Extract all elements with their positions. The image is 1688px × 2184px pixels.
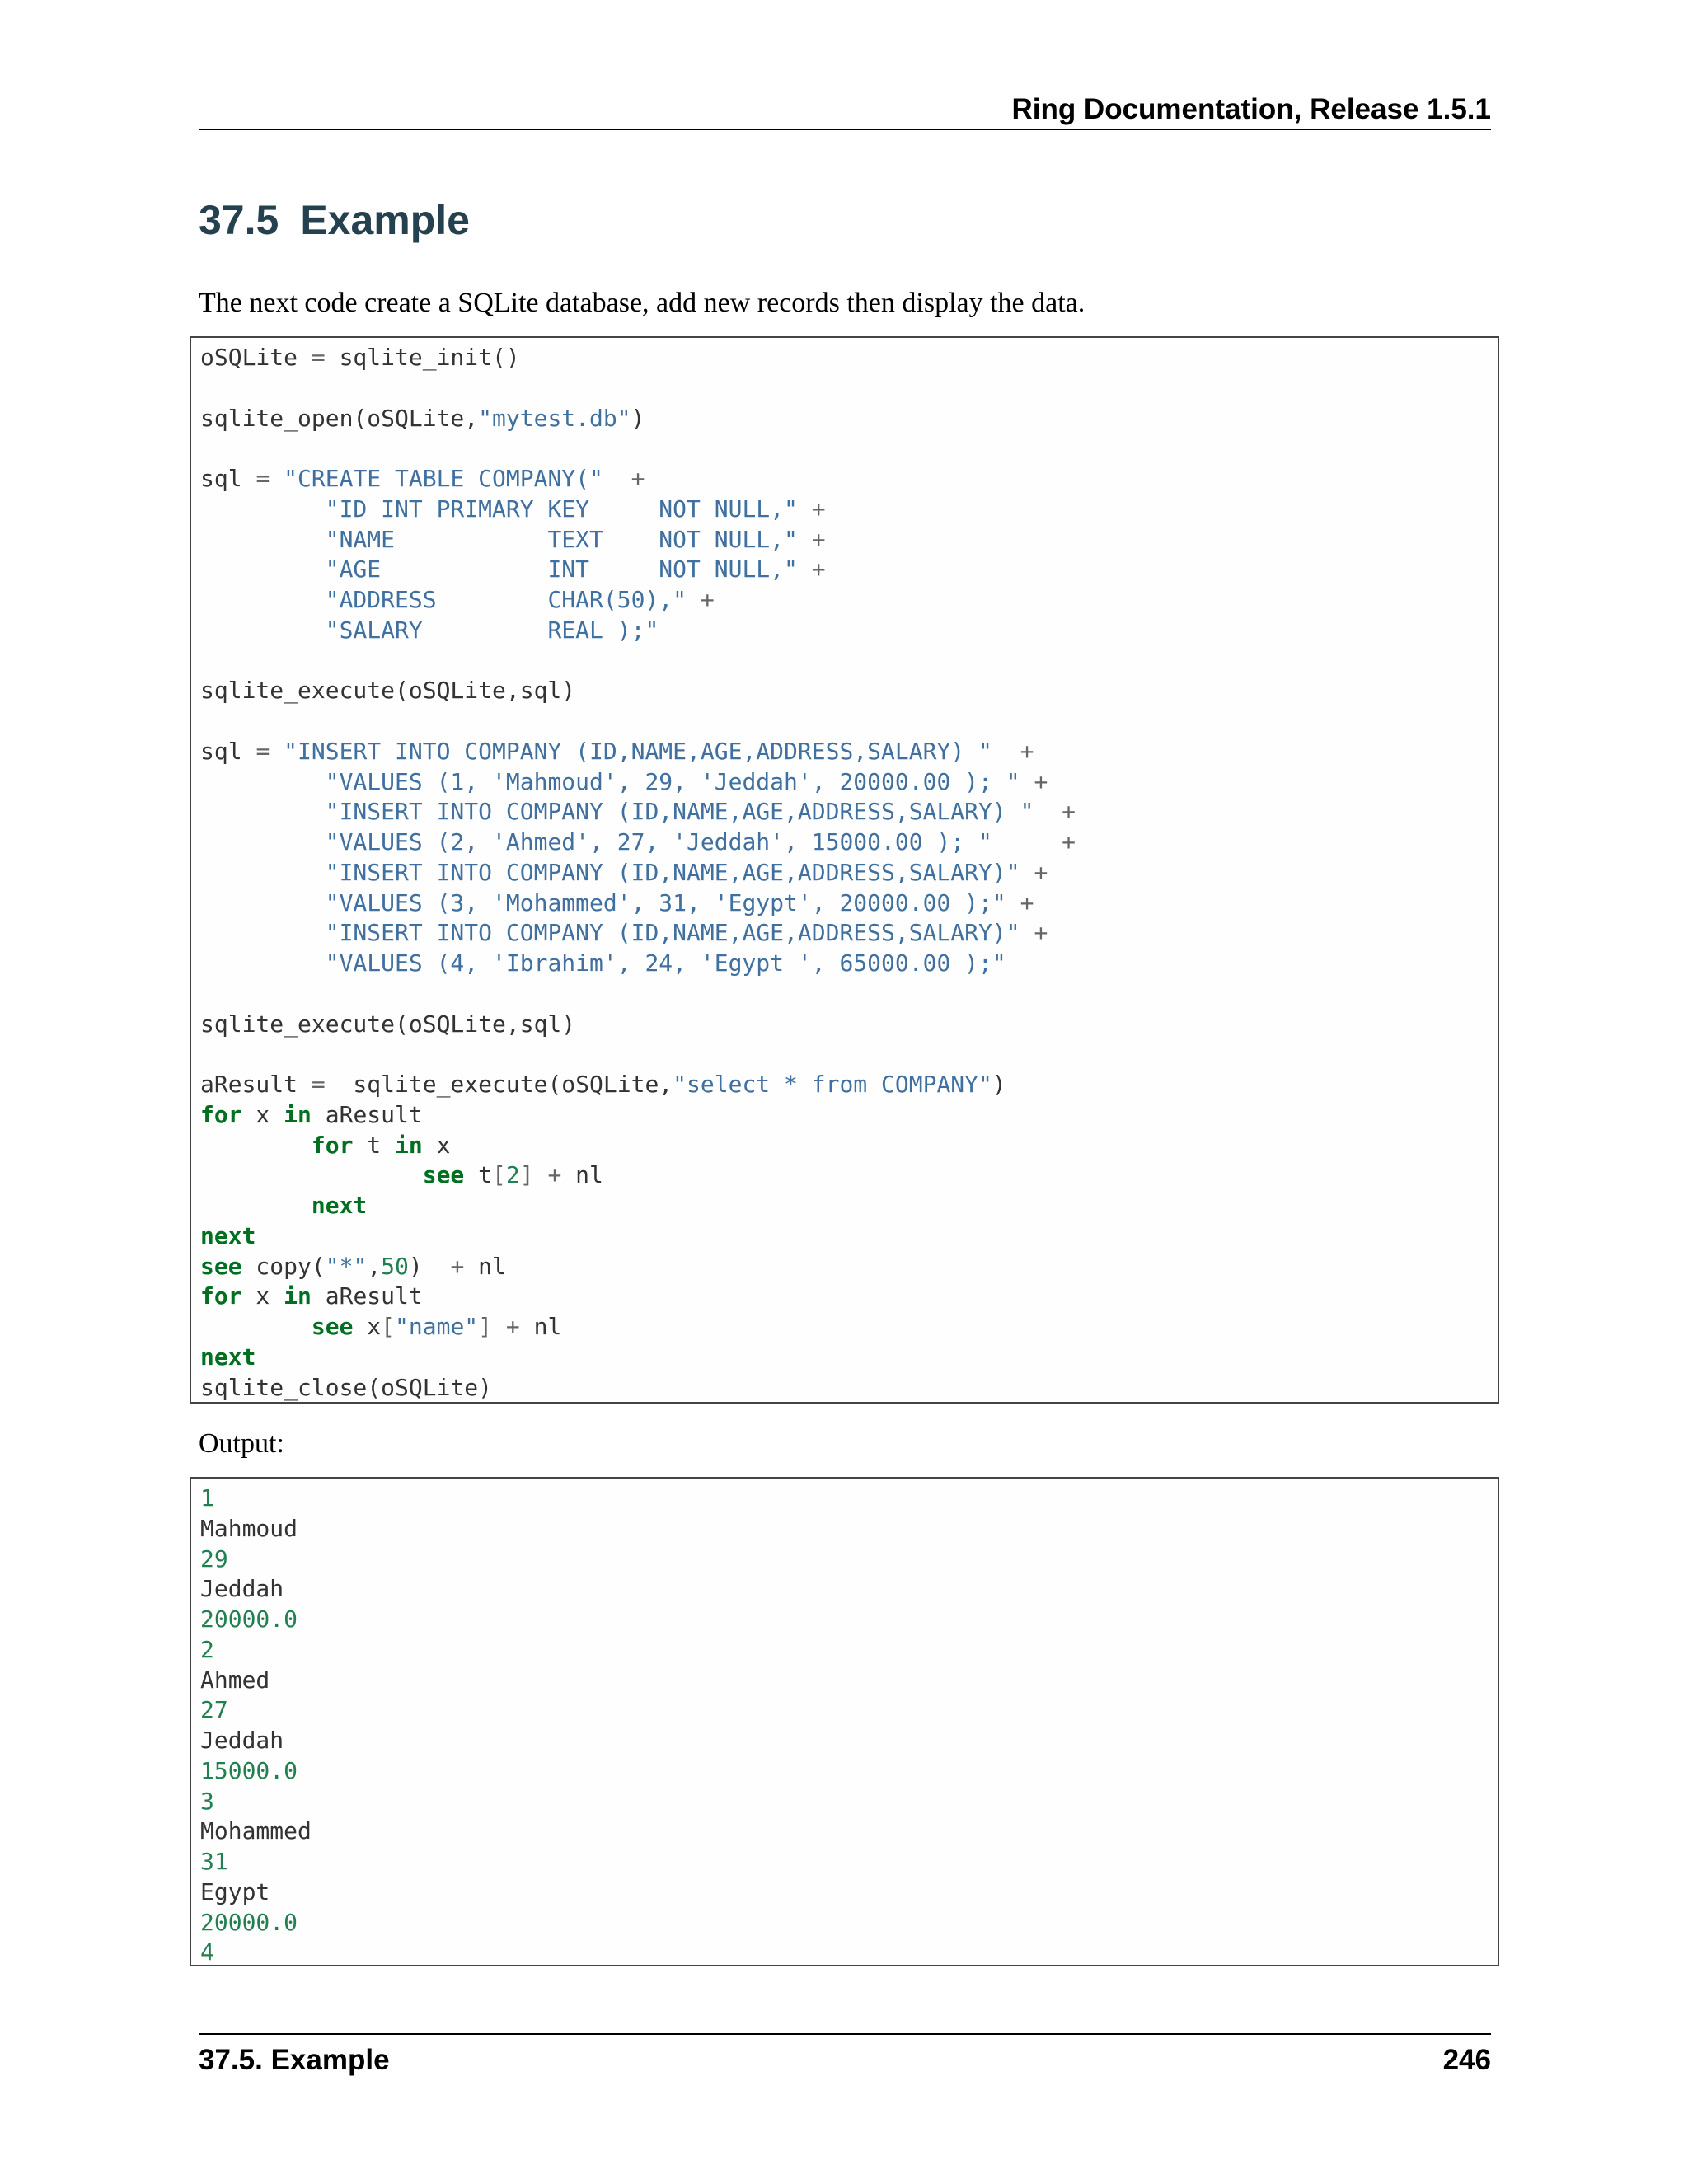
code-token: 50 bbox=[381, 1252, 409, 1280]
code-token: 20000.0 bbox=[200, 1605, 298, 1633]
output-line bbox=[200, 1635, 1498, 1666]
code-token: 29 bbox=[200, 1544, 228, 1572]
code-token: + bbox=[1034, 919, 1048, 947]
code-line bbox=[200, 494, 1498, 525]
code-token bbox=[1020, 919, 1034, 946]
code-token: "ADDRESS CHAR(50)," bbox=[325, 586, 687, 613]
code-token bbox=[200, 859, 326, 886]
code-token: "VALUES (2, 'Ahmed', 27, 'Jeddah', 15000.00 ); " bbox=[325, 828, 992, 855]
output-line bbox=[200, 1605, 1498, 1635]
code-token bbox=[200, 919, 326, 946]
code-token bbox=[200, 495, 326, 523]
code-token: aResult bbox=[311, 1100, 423, 1128]
footer-section-title: 37.5. Example bbox=[199, 2044, 390, 2076]
code-line bbox=[200, 767, 1498, 798]
code-token bbox=[270, 738, 284, 765]
code-token bbox=[200, 586, 326, 613]
code-line bbox=[200, 1191, 1498, 1221]
code-token: x bbox=[422, 1131, 451, 1159]
code-token: see bbox=[200, 1252, 242, 1280]
code-token bbox=[200, 555, 326, 583]
code-token bbox=[1006, 889, 1020, 916]
code-token: "mytest.db" bbox=[478, 404, 631, 432]
code-token: = bbox=[256, 465, 270, 492]
page-number: 246 bbox=[1442, 2044, 1491, 2076]
code-token bbox=[200, 768, 326, 795]
code-token: sqlite_execute(oSQLite, bbox=[325, 1071, 673, 1098]
code-line bbox=[200, 1070, 1498, 1100]
code-token bbox=[200, 798, 326, 825]
output-line bbox=[200, 1816, 1498, 1847]
code-token bbox=[992, 828, 1062, 855]
code-line bbox=[200, 949, 1498, 979]
output-line bbox=[200, 1574, 1498, 1605]
code-line bbox=[200, 737, 1498, 767]
output-line bbox=[200, 1877, 1498, 1908]
code-token: Mohammed bbox=[200, 1817, 312, 1845]
code-token: "select * from COMPANY" bbox=[673, 1071, 992, 1098]
code-token: copy( bbox=[241, 1252, 326, 1280]
code-line bbox=[200, 555, 1498, 585]
code-token: + bbox=[811, 525, 826, 553]
code-token bbox=[687, 586, 701, 613]
code-token: + bbox=[1020, 888, 1034, 916]
code-token bbox=[200, 526, 326, 553]
code-token: , bbox=[367, 1252, 382, 1280]
code-token: "*" bbox=[325, 1252, 368, 1280]
code-line bbox=[200, 1373, 1498, 1404]
page-header bbox=[199, 92, 1491, 130]
code-token: + bbox=[547, 1161, 562, 1189]
code-token bbox=[200, 1313, 312, 1340]
code-token: next bbox=[311, 1192, 368, 1219]
code-token: + bbox=[1034, 767, 1048, 795]
code-token: + bbox=[450, 1252, 465, 1280]
code-token: nl bbox=[464, 1252, 506, 1280]
output-line bbox=[200, 1483, 1498, 1514]
code-token: in bbox=[284, 1282, 312, 1310]
code-token bbox=[200, 1132, 312, 1159]
code-token: 2 bbox=[505, 1161, 520, 1189]
code-token: see bbox=[422, 1161, 465, 1189]
code-line bbox=[200, 1160, 1498, 1191]
code-token: + bbox=[700, 586, 715, 613]
code-token: + bbox=[1034, 858, 1048, 886]
code-line bbox=[200, 858, 1498, 888]
output-line bbox=[200, 1695, 1498, 1726]
code-token: [ bbox=[381, 1313, 396, 1340]
code-token: "INSERT INTO COMPANY (ID,NAME,AGE,ADDRESS,SALARY)" bbox=[325, 919, 1020, 947]
code-token bbox=[798, 555, 812, 583]
code-token bbox=[603, 465, 631, 492]
code-token: Jeddah bbox=[200, 1575, 284, 1603]
code-token bbox=[200, 616, 326, 644]
code-token: + bbox=[631, 465, 645, 492]
code-line bbox=[200, 1343, 1498, 1373]
code-token bbox=[270, 465, 284, 492]
code-token bbox=[492, 1313, 506, 1340]
code-token: "name" bbox=[395, 1313, 479, 1340]
code-token: t bbox=[464, 1161, 493, 1189]
code-token bbox=[200, 889, 326, 916]
code-token bbox=[200, 828, 326, 855]
code-token: aResult bbox=[311, 1282, 423, 1310]
code-token: = bbox=[311, 1071, 326, 1098]
code-token: x bbox=[353, 1313, 382, 1340]
output-line bbox=[200, 1787, 1498, 1817]
code-token: sql bbox=[200, 737, 256, 765]
page-footer bbox=[199, 2033, 1491, 2084]
code-token: 31 bbox=[200, 1848, 228, 1875]
code-token: + bbox=[811, 494, 826, 523]
code-token: ) bbox=[408, 1252, 451, 1280]
code-line bbox=[200, 979, 1498, 1010]
section-title: Example bbox=[300, 197, 470, 243]
code-line bbox=[200, 918, 1498, 949]
code-token: + bbox=[1062, 828, 1076, 855]
code-token: "INSERT INTO COMPANY (ID,NAME,AGE,ADDRESS,SALARY)" bbox=[325, 858, 1020, 886]
code-token bbox=[1020, 859, 1034, 886]
code-token bbox=[200, 1161, 423, 1188]
code-token: sqlite_init() bbox=[325, 344, 520, 371]
section-number: 37.5 bbox=[199, 197, 279, 243]
output-line bbox=[200, 1666, 1498, 1696]
code-token: + bbox=[505, 1313, 520, 1340]
code-token: ) bbox=[992, 1071, 1006, 1098]
code-token: "AGE INT NOT NULL," bbox=[325, 555, 798, 583]
code-token: + bbox=[811, 555, 826, 583]
code-line bbox=[200, 525, 1498, 555]
code-line bbox=[200, 464, 1498, 494]
code-token: 27 bbox=[200, 1696, 228, 1724]
code-token: x bbox=[241, 1282, 284, 1310]
code-token: ) bbox=[631, 404, 645, 432]
code-token: Egypt bbox=[200, 1877, 270, 1905]
code-token: ] bbox=[519, 1161, 534, 1189]
code-token: 20000.0 bbox=[200, 1908, 298, 1936]
code-token: + bbox=[1020, 737, 1034, 765]
code-line bbox=[200, 646, 1498, 677]
code-line bbox=[200, 1282, 1498, 1312]
output-line bbox=[200, 1544, 1498, 1575]
code-line bbox=[200, 676, 1498, 706]
code-token: sqlite_open(oSQLite, bbox=[200, 404, 479, 432]
code-token: x bbox=[241, 1100, 284, 1128]
code-line bbox=[200, 616, 1498, 646]
code-line bbox=[200, 343, 1498, 373]
code-token bbox=[798, 526, 812, 553]
output-line bbox=[200, 1908, 1498, 1938]
code-line bbox=[200, 585, 1498, 616]
header-title: Ring Documentation, Release 1.5.1 bbox=[1011, 93, 1491, 125]
code-token: next bbox=[200, 1221, 256, 1249]
code-token bbox=[534, 1161, 548, 1188]
code-token: "CREATE TABLE COMPANY(" bbox=[284, 465, 603, 492]
code-token bbox=[798, 495, 812, 523]
code-token: "NAME TEXT NOT NULL," bbox=[325, 525, 798, 553]
code-token: Ahmed bbox=[200, 1666, 270, 1694]
code-token: sql bbox=[200, 465, 256, 492]
code-line bbox=[200, 827, 1498, 858]
code-token: [ bbox=[492, 1161, 506, 1189]
code-token: Jeddah bbox=[200, 1727, 284, 1754]
code-block bbox=[190, 336, 1499, 1404]
output-line bbox=[200, 1756, 1498, 1787]
code-token: nl bbox=[561, 1161, 603, 1189]
code-token bbox=[1034, 798, 1062, 825]
code-token: for bbox=[200, 1282, 242, 1310]
code-token: 15000.0 bbox=[200, 1756, 298, 1784]
code-token: nl bbox=[519, 1313, 562, 1340]
output-block bbox=[190, 1477, 1499, 1966]
code-line bbox=[200, 888, 1498, 919]
code-line bbox=[200, 1100, 1498, 1131]
code-token: sqlite_close(oSQLite) bbox=[200, 1373, 493, 1401]
code-line bbox=[200, 373, 1498, 404]
code-token: see bbox=[311, 1313, 354, 1340]
code-token: 1 bbox=[200, 1484, 214, 1511]
code-token: = bbox=[256, 737, 270, 765]
code-token: aResult bbox=[200, 1071, 312, 1098]
code-token bbox=[200, 949, 326, 977]
code-token: "INSERT INTO COMPANY (ID,NAME,AGE,ADDRESS,SALARY) " bbox=[284, 737, 992, 765]
section-heading bbox=[199, 191, 470, 249]
code-token: "ID INT PRIMARY KEY NOT NULL," bbox=[325, 494, 798, 523]
code-token: oSQLite bbox=[200, 344, 312, 371]
code-token: for bbox=[200, 1100, 242, 1128]
output-line bbox=[200, 1726, 1498, 1756]
code-token: 4 bbox=[200, 1938, 214, 1966]
code-line bbox=[200, 1010, 1498, 1040]
code-token: "VALUES (4, 'Ibrahim', 24, 'Egypt ', 65000.00 );" bbox=[325, 949, 1006, 977]
code-token: for bbox=[311, 1131, 354, 1159]
code-token: t bbox=[353, 1131, 396, 1159]
intro-paragraph: The next code create a SQLite database, add new records then display the data. bbox=[199, 288, 1085, 318]
output-line bbox=[200, 1514, 1498, 1544]
code-token bbox=[1020, 768, 1034, 795]
output-line bbox=[200, 1847, 1498, 1877]
code-token: "SALARY REAL );" bbox=[325, 616, 659, 644]
code-line bbox=[200, 404, 1498, 434]
code-token: ] bbox=[478, 1313, 493, 1340]
code-token: 3 bbox=[200, 1787, 214, 1815]
code-token: "VALUES (3, 'Mohammed', 31, 'Egypt', 20000.00 );" bbox=[325, 888, 1006, 916]
code-line bbox=[200, 1252, 1498, 1282]
code-token: in bbox=[284, 1100, 312, 1128]
code-token: Mahmoud bbox=[200, 1514, 298, 1542]
code-line bbox=[200, 434, 1498, 464]
output-line bbox=[200, 1938, 1498, 1966]
code-token bbox=[992, 738, 1020, 765]
code-line bbox=[200, 1312, 1498, 1343]
code-token: "VALUES (1, 'Mahmoud', 29, 'Jeddah', 20000.00 ); " bbox=[325, 767, 1020, 795]
code-token: sqlite_execute(oSQLite,sql) bbox=[200, 1010, 576, 1038]
code-token bbox=[200, 1192, 312, 1219]
code-token: next bbox=[200, 1343, 256, 1371]
code-token: sqlite_execute(oSQLite,sql) bbox=[200, 677, 576, 705]
code-line bbox=[200, 1131, 1498, 1161]
code-line bbox=[200, 1221, 1498, 1252]
code-line bbox=[200, 706, 1498, 737]
code-line bbox=[200, 797, 1498, 827]
code-token: + bbox=[1062, 798, 1076, 826]
output-label: Output: bbox=[199, 1428, 284, 1459]
code-token: in bbox=[395, 1131, 423, 1159]
code-line bbox=[200, 1039, 1498, 1070]
code-token: 2 bbox=[200, 1635, 214, 1663]
code-token: "INSERT INTO COMPANY (ID,NAME,AGE,ADDRESS,SALARY) " bbox=[325, 798, 1034, 826]
code-token: = bbox=[311, 344, 326, 371]
